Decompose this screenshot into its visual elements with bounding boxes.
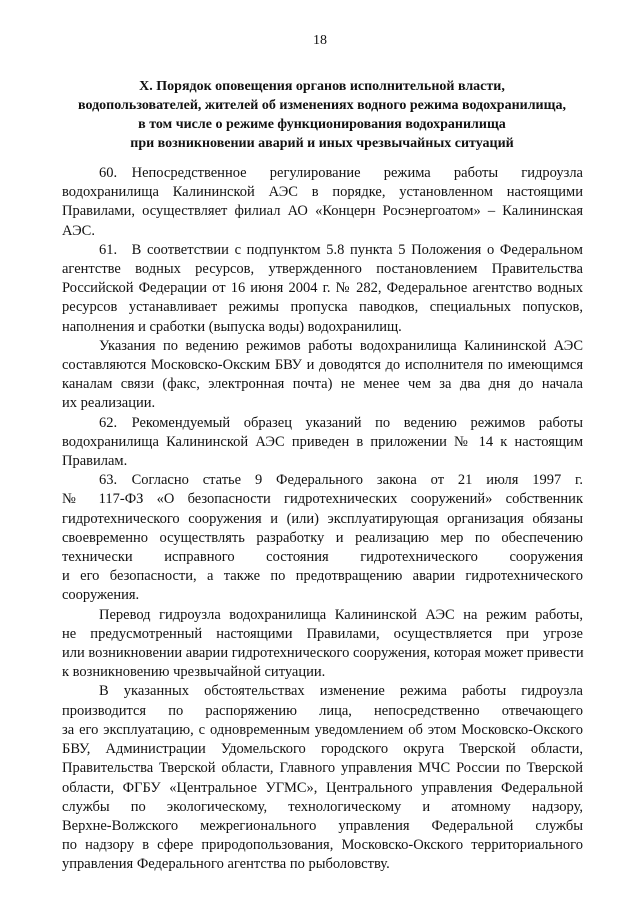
text-line: каналам связи (факс, электронная почта) не менее чем за два дня до начала [62,376,583,393]
text-line: Правилами, осуществляет филиал АО «Концерн Росэнергоатом» – Калининская [62,203,583,220]
text-line: 63. Согласно статье 9 Федерального закона от 21 июля 1997 г. [99,472,583,489]
paragraph [62,606,583,683]
section-title-line: водопользователей, жителей об изменениях водного режима водохранилища, [78,98,566,113]
text-line: Правительства Тверской области, Главного управления МЧС России по Тверской [62,760,583,777]
text-line: В указанных обстоятельствах изменение режима работы гидроузла [99,683,583,700]
section-title-line: X. Порядок оповещения органов исполнительной власти, [139,79,505,94]
text-line: области, ФГБУ «Центральное УГМС», Центрального управления Федеральной [62,779,583,796]
text-line: управления Федерального агентства по рыболовству. [62,856,390,873]
section-title [62,77,582,153]
text-line: по надзору в сфере природопользования, Московско-Окского территориального [62,837,583,854]
section-title-line: в том числе о режиме функционирования водохранилища [138,117,506,132]
text-line: № 117-ФЗ «О безопасности гидротехнических сооружений» собственник [62,491,583,508]
text-line: не предусмотренный настоящими Правилами, осуществляется при угрозе [62,625,583,642]
page-number: 18 [313,33,327,48]
text-line: 61. В соответствии с подпунктом 5.8 пункта 5 Положения о Федеральном [99,241,583,258]
text-line: Правилам. [62,453,128,470]
paragraph [62,414,583,472]
text-line: сооружения. [62,587,140,604]
text-line: водохранилища Калининской АЭС приведен в приложении № 14 к настоящим [62,433,583,450]
text-line: БВУ, Администрации Удомельского городского округа Тверской области, [62,741,583,758]
text-line: Указания по ведению режимов работы водохранилища Калининской АЭС [99,337,583,354]
text-line: агентстве водных ресурсов, утвержденного постановлением Правительства [62,261,583,278]
paragraph [62,241,583,337]
text-line: 62. Рекомендуемый образец указаний по ведению режимов работы [99,414,583,431]
text-line: наполнения и сработки (выпуска воды) водохранилищ. [62,318,402,335]
text-line: к возникновению чрезвычайной ситуации. [62,664,326,681]
text-line: и его безопасности, а также по предотвращению аварии гидротехнического [62,568,583,585]
text-line: за его эксплуатацию, с одновременным уведомлением об этом Московско-Окского [62,721,583,738]
text-line: Верхне-Волжского межрегионального управления Федеральной службы [62,817,583,834]
text-line: составляются Московско-Окским БВУ и доводятся до исполнителя по имеющимся [62,357,583,374]
paragraph [62,471,583,605]
section-title-line: при возникновении аварий и иных чрезвычайных ситуаций [130,136,514,151]
text-line: производится по распоряжению лица, непосредственно отвечающего [62,702,583,719]
paragraph [62,164,583,241]
text-line: гидротехнического сооружения и (или) эксплуатирующая организация обязаны [62,510,583,527]
text-line: Российской Федерации от 16 июня 2004 г. № 282, Федеральное агентство водных [62,280,583,297]
text-line: их реализации. [62,395,156,412]
text-line: службы по экологическому, технологическому и атомному надзору, [62,798,583,815]
text-line: технически исправного состояния гидротехнического сооружения [62,549,583,566]
text-line: Перевод гидроузла водохранилища Калининской АЭС на режим работы, [99,606,583,623]
text-line: 60. Непосредственное регулирование режима работы гидроузла [99,165,583,181]
document-body [62,164,583,875]
text-line: своевременно осуществлять разработку и реализацию мер по обеспечению [62,529,583,546]
paragraph [62,682,583,874]
paragraph [62,337,583,414]
text-line: АЭС. [62,222,95,239]
text-line: ресурсов устанавливает режимы пропуска паводков, специальных попусков, [62,299,583,316]
text-line: или возникновении аварии гидротехнического сооружения, которая может привести [62,645,584,662]
text-line: водохранилища Калининской АЭС в порядке, установленном настоящими [62,184,583,201]
